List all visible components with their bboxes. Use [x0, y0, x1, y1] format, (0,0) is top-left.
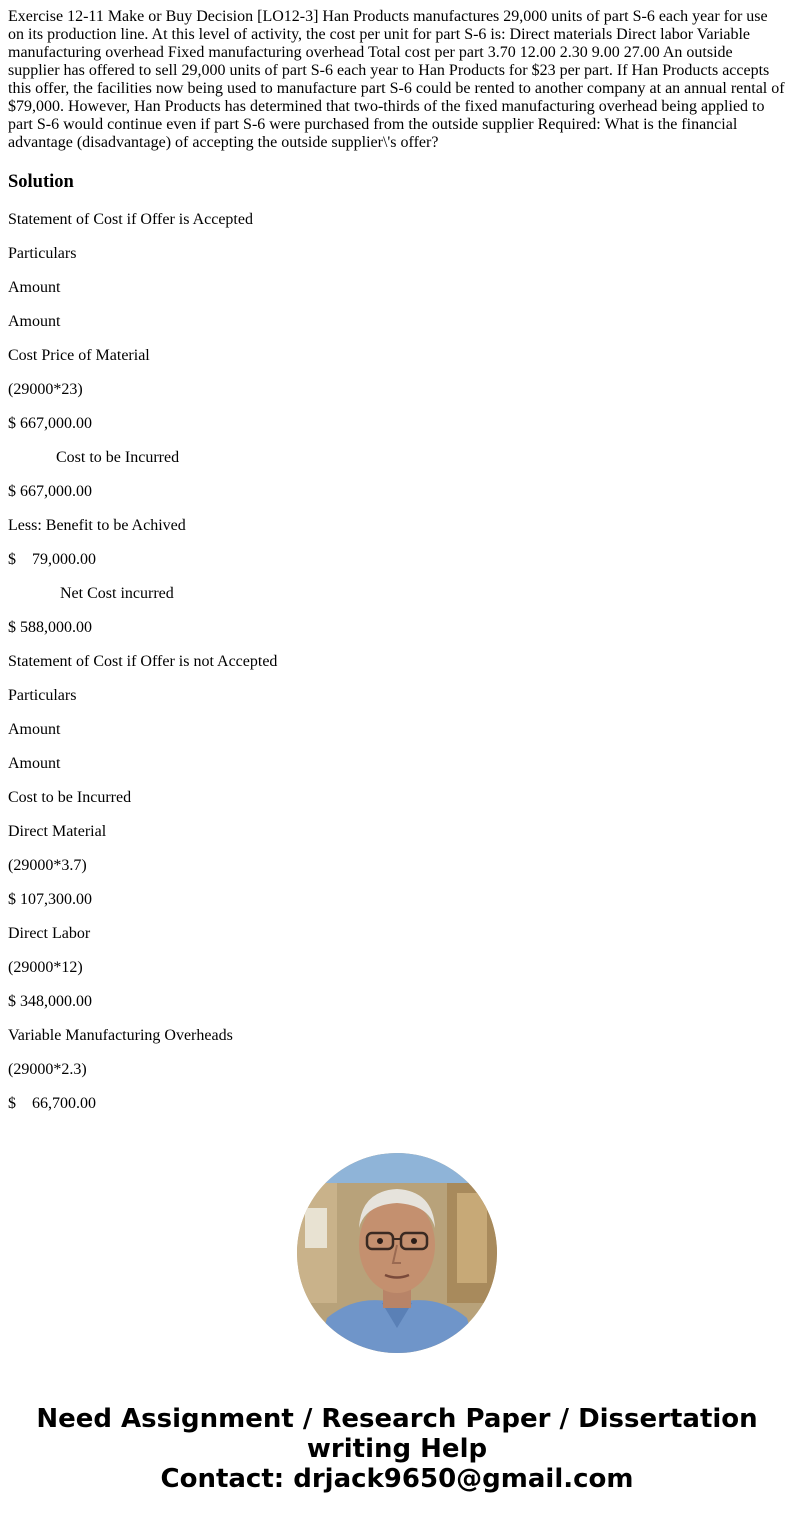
solution-line: Cost to be Incurred	[8, 449, 180, 466]
author-avatar	[297, 1153, 497, 1353]
solution-line: (29000*12)	[8, 959, 83, 976]
solution-line: $ 588,000.00	[8, 619, 92, 636]
solution-line: Variable Manufacturing Overheads	[8, 1027, 233, 1044]
solution-line: Amount	[8, 313, 61, 330]
solution-line: Direct Material	[8, 823, 107, 840]
solution-line: Statement of Cost if Offer is Accepted	[8, 211, 253, 228]
solution-heading: Solution	[8, 172, 74, 192]
solution-line: Net Cost incurred	[8, 585, 174, 602]
solution-line: Amount	[8, 755, 61, 772]
solution-line: (29000*3.7)	[8, 857, 87, 874]
solution-line: Cost to be Incurred	[8, 789, 132, 806]
solution-line: $ 66,700.00	[8, 1095, 96, 1112]
solution-line: Statement of Cost if Offer is not Accepted	[8, 653, 278, 670]
solution-line: Cost Price of Material	[8, 347, 150, 364]
solution-line: $ 667,000.00	[8, 415, 92, 432]
solution-line: $ 667,000.00	[8, 483, 92, 500]
promo-line: Need Assignment / Research Paper / Dissertation	[36, 1404, 758, 1434]
solution-line: (29000*23)	[8, 381, 83, 398]
solution-line: Amount	[8, 279, 61, 296]
solution-line: Direct Labor	[8, 925, 91, 942]
promo-banner	[0, 1404, 794, 1494]
solution-line: $ 79,000.00	[8, 551, 96, 568]
solution-body	[8, 211, 786, 1129]
solution-line: Amount	[8, 721, 61, 738]
author-portrait-image	[297, 1153, 497, 1353]
solution-line: Less: Benefit to be Achived	[8, 517, 186, 534]
promo-line: writing Help	[306, 1434, 488, 1464]
solution-line: Particulars	[8, 245, 77, 262]
solution-line: Particulars	[8, 687, 77, 704]
solution-line: $ 348,000.00	[8, 993, 92, 1010]
question-text: Exercise 12-11 Make or Buy Decision [LO12-3] Han Products manufactures 29,000 units of part S-6 each year for use on its production line. At this level of activity, the cost per unit for part S-6 is: Direct materials Direct labor Variable manufacturing overhead Fixed manufacturing overhead Total cost per part 3.70 12.00 2.30 9.00 27.00 An outside supplier has offered to sell 29,000 units of part S-6 each year to Han Products for $23 per part. If Han Products accepts this offer, the facilities now being used to manufacture part S-6 could be rented to another company at an annual rental of $79,000. However, Han Products has determined that two-thirds of the fixed manufacturing overhead being applied to part S-6 would continue even if part S-6 were purchased from the outside supplier Required: What is the financial advantage (disadvantage) of accepting the outside supplier\'s offer?	[8, 8, 789, 151]
promo-contact: Contact: drjack9650@gmail.com	[160, 1464, 634, 1494]
solution-line: (29000*2.3)	[8, 1061, 87, 1078]
solution-line: $ 107,300.00	[8, 891, 92, 908]
